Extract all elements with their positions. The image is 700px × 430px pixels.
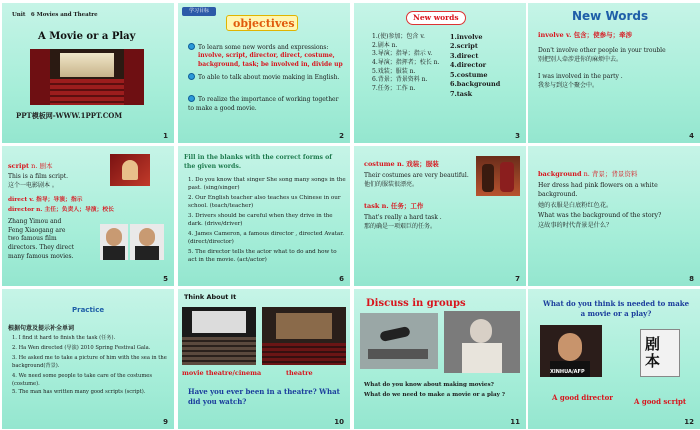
costume-photo [476, 156, 520, 196]
example-sentence: I was involved in the party . [538, 73, 623, 80]
script-line [8, 162, 52, 171]
vocab-definition: n. 剧本 [29, 162, 53, 170]
objective-text: To learn some new words and expressions: [198, 44, 329, 51]
example-translation: 这故事的时代背景是什么？ [538, 222, 613, 229]
task-line [364, 202, 423, 211]
slide-1[interactable] [2, 3, 174, 143]
fill-blank-heading: Fill in the blanks with the correct forms of the given words. [184, 154, 332, 170]
example-sentence: Their costumes are very beautiful. [364, 172, 469, 179]
book-title: 剧本 [645, 335, 661, 370]
objective-3 [188, 95, 346, 113]
definition-item: 3.导演；指导；指示 v. [372, 50, 433, 58]
slide-number: 8 [689, 275, 694, 283]
director-photo-1 [100, 224, 128, 260]
slide-number: 9 [163, 418, 168, 426]
example-sentence: That's really a hard task . [364, 214, 442, 221]
practice-item: 4. We need some people to take care of the costumes (costume). [12, 373, 153, 387]
objectives-heading: objectives [233, 17, 295, 30]
vocab-word: background [538, 170, 582, 178]
discuss-question-2: What do we need to make a movie or a play ? [364, 392, 506, 398]
new-words-title: New Words [572, 9, 649, 23]
answer-item: 1.involve [450, 33, 483, 41]
script-caption: A good script [634, 397, 687, 406]
slide-number: 10 [334, 418, 344, 426]
slide-8[interactable] [528, 146, 700, 286]
practice-item: 1. I find it hard to finish the task (任务). [12, 335, 116, 341]
director-caption: A good director [552, 393, 613, 402]
answer-item: 7.task [450, 89, 473, 98]
definition-item: 2.剧本 n. [372, 41, 398, 49]
objective-words: involve, script, director, direct, costume, background, task; be involved in, divide up [198, 52, 343, 68]
vocab-word: involve [538, 31, 564, 39]
example-translation: 我参与到这个聚会中。 [538, 82, 599, 89]
slide-3[interactable] [354, 3, 526, 143]
director-photo [540, 325, 602, 377]
vocab-definition: n. 任务；工作 [379, 202, 424, 210]
answer-item: 3.direct [450, 51, 479, 60]
discuss-question-1: What do you know about making movies? [364, 382, 494, 388]
slide-9[interactable] [2, 289, 174, 429]
needed-heading: What do you think is needed to make a movie or a play? [542, 299, 690, 319]
slide-title: A Movie or a Play [38, 31, 136, 42]
slide-6[interactable] [178, 146, 350, 286]
theatre-photo [262, 307, 346, 365]
answer-item: 2.script [450, 42, 478, 51]
vocab-word: task [364, 202, 380, 210]
objective-text: To realize the importance of working together to make a good movie. [188, 96, 339, 112]
example-sentence: This is a film script. [8, 173, 69, 180]
example-translation: 别把别人牵涉进你的麻烦中去。 [538, 56, 623, 63]
example-translation: 她的衣服是白底粉红色花。 [538, 202, 613, 209]
actor-photo [444, 311, 520, 373]
new-words-banner [406, 11, 466, 25]
slide-12[interactable] [528, 289, 700, 429]
discuss-heading: Discuss in groups [366, 298, 466, 309]
practice-item: 5. The man has written many good scripts (script). [12, 389, 146, 395]
definition-item: 5.戏装；服装 n. [372, 67, 416, 75]
new-words-heading: New words [413, 13, 459, 22]
objectives-banner [226, 15, 298, 31]
bullet-icon [188, 73, 195, 80]
direct-line: direct v. 指导；导演；指示 [8, 197, 83, 203]
involve-line [538, 31, 632, 40]
definition-item: 6.背景；背景资料 n. [372, 76, 428, 84]
footer-text: PPT模板网-WWW.1PPT.COM [16, 111, 123, 120]
slide-number: 7 [515, 275, 520, 283]
answer-item: 5.costume [450, 70, 488, 79]
definition-item: 4.导演；指挥者；校长 n. [372, 59, 440, 67]
slide-number: 11 [510, 418, 520, 426]
practice-heading: Practice [72, 306, 105, 314]
think-heading: Think About It [184, 293, 237, 301]
vocab-word: costume [364, 160, 395, 168]
practice-item: 3. He asked me to take a picture of him with the sea in the background(背景). [12, 355, 167, 369]
poster-photo [110, 154, 150, 186]
costume-line [364, 160, 439, 169]
script-book-photo [640, 329, 680, 377]
slide-number: 2 [339, 132, 344, 140]
exercise-item: 3. Drivers should be careful when they drive in the dark. (drive/driver) [188, 213, 333, 228]
slide-number: 1 [163, 132, 168, 140]
example-translation: 他们的服装很漂亮。 [364, 181, 419, 188]
cinema-photo [182, 307, 256, 365]
director-photo-2 [130, 224, 164, 260]
objectives-tag: 学习目标 [182, 7, 216, 16]
unit-label: Unit 6 Movies and Theatre [12, 12, 98, 18]
practice-item: 2. Ha Wen directed (导演) 2010 Spring Festival Gala. [12, 345, 151, 351]
example-translation: 这个一电影剧本 。 [8, 182, 58, 189]
theatre-caption: theatre [286, 369, 313, 377]
slide-number: 4 [689, 132, 694, 140]
stunt-photo [360, 313, 438, 369]
vocab-definition: v. 包含；使参与；牵涉 [563, 31, 633, 39]
theater-photo [30, 49, 144, 105]
example-sentence: Her dress had pink flowers on a white background. [538, 182, 658, 198]
slide-4[interactable] [528, 3, 700, 143]
directors-paragraph: Zhang Yimou and Feng Xiaogang are two famous film directors. They direct many famous movies. [8, 218, 74, 260]
slide-10[interactable] [178, 289, 350, 429]
definitions-list [372, 33, 439, 94]
vocab-definition: n. 背景；背景资料 [581, 170, 638, 178]
exercise-item: 1. Do you know that singer She song many songs in the past. (sing/singer) [188, 177, 346, 192]
example-sentence: Don't involve other people in your trouble [538, 47, 666, 54]
think-question: Have you ever been in a theatre? What did you watch? [188, 387, 340, 407]
photo-credit: XINHUA/AFP [550, 369, 585, 375]
example-sentence: What was the background of the story? [538, 212, 662, 219]
answer-item: 4.director [450, 61, 487, 70]
vocab-definition: n. 戏装；服装 [394, 160, 439, 168]
exercise-item: 4. James Cameron, a famous director , directed Avatar. (direct/director) [188, 231, 345, 246]
vocab-word: script [8, 162, 30, 170]
answers-list [450, 33, 500, 99]
slide-number: 6 [339, 275, 344, 283]
objective-text: To able to talk about movie making in English. [198, 74, 340, 81]
definition-item: 7.任务；工作 n. [372, 85, 416, 93]
objective-2 [188, 73, 346, 83]
slide-11[interactable] [354, 289, 526, 429]
exercise-item: 2. Our English teacher also teaches us Chinese in our school. (teach/teacher) [188, 195, 341, 210]
background-line [538, 170, 637, 179]
director-line: director n. 主任；负责人；导演；校长 [8, 207, 114, 213]
slide-number: 3 [515, 132, 520, 140]
slide-2[interactable] [178, 3, 350, 143]
exercise-item: 5. The director tells the actor what to do and how to act in the movie. (act/actor) [188, 249, 337, 264]
slide-number: 5 [163, 275, 168, 283]
example-translation: 那的确是一项艰巨的任务。 [364, 223, 437, 230]
bullet-icon [188, 43, 195, 50]
practice-subheading: 根据句意及提示补全单词 [8, 325, 75, 332]
slide-number: 12 [684, 418, 694, 426]
cinema-caption: movie theatre/cinema [182, 369, 262, 377]
answer-item: 6.background [450, 80, 501, 89]
slide-7[interactable] [354, 146, 526, 286]
bullet-icon [188, 95, 195, 102]
slide-5[interactable] [2, 146, 174, 286]
definition-item: 1.(使)参加；包含 v. [372, 33, 425, 40]
